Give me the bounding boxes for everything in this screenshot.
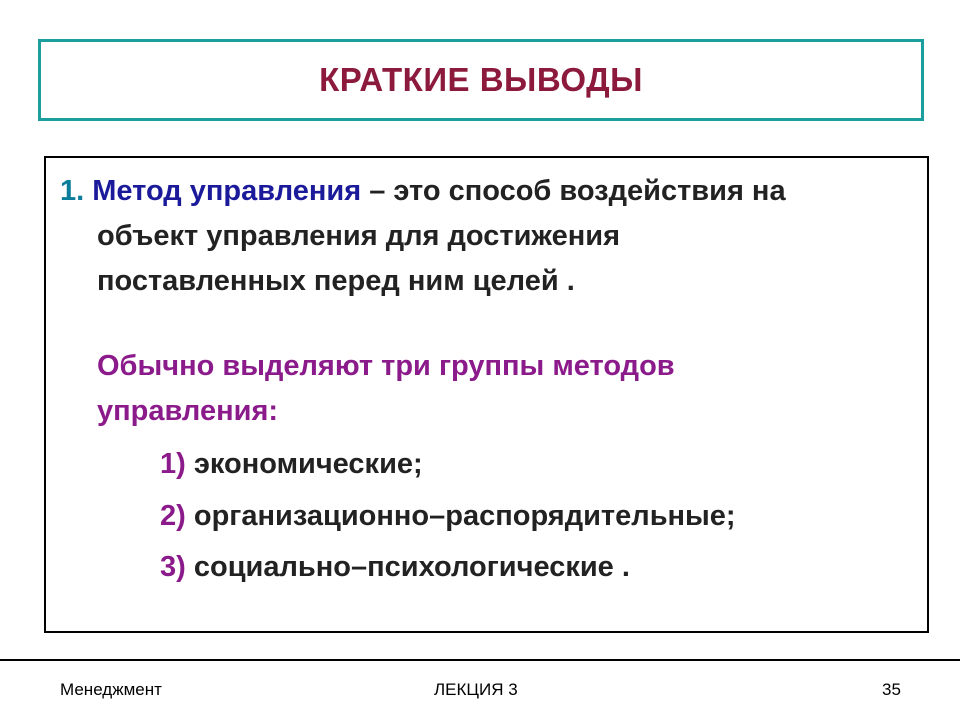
- title-box: [38, 39, 924, 121]
- method-number: 1): [160, 448, 186, 480]
- method-number: 3): [160, 551, 186, 583]
- item1-definition-part1: – это способ воздействия на: [369, 175, 786, 207]
- slide-title: КРАТКИЕ ВЫВОДЫ: [319, 61, 643, 98]
- item1-number: 1.: [60, 175, 85, 207]
- footer-page-number: 35: [882, 680, 901, 699]
- method-number: 2): [160, 500, 186, 532]
- item1-term: Метод управления: [92, 175, 362, 207]
- item1-line1: [60, 174, 786, 208]
- method-label: экономические;: [193, 448, 423, 480]
- item1-definition-part2: объект управления для достижения: [97, 220, 620, 252]
- groups-intro-line1: Обычно выделяют три группы методов: [97, 350, 675, 382]
- method-item-2: [160, 499, 736, 533]
- footer-course: Менеджмент: [60, 680, 162, 699]
- item1-definition-part3: поставленных перед ним целей .: [97, 265, 575, 297]
- method-label: организационно–распорядительные;: [193, 500, 736, 532]
- method-label: социально–психологические .: [193, 551, 630, 583]
- content-box: [44, 156, 929, 633]
- footer-lecture: ЛЕКЦИЯ 3: [434, 680, 518, 699]
- footer-divider: [0, 659, 960, 661]
- groups-intro-line2: управления:: [97, 395, 279, 427]
- method-item-1: [160, 447, 423, 481]
- method-item-3: [160, 550, 630, 584]
